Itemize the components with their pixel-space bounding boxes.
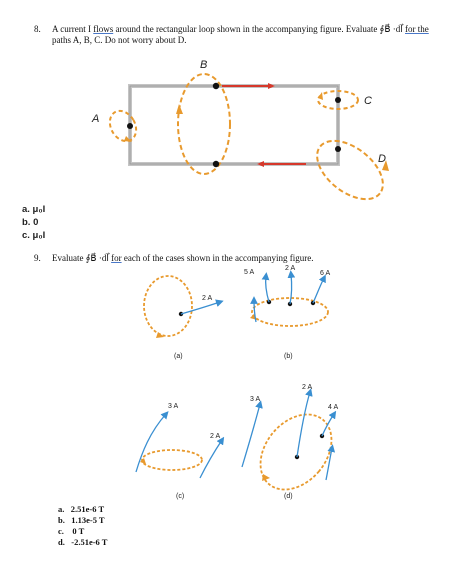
choice-letter: c. — [58, 526, 64, 536]
current-d1: 2 A — [302, 384, 313, 391]
wire-c1 — [136, 414, 166, 472]
wire-b3 — [313, 278, 324, 303]
wire-d3 — [242, 404, 260, 467]
q8-for-the: for the — [405, 24, 429, 34]
q8-flows: flows — [93, 24, 114, 34]
q8-answer-b: b. 0 — [22, 217, 39, 228]
rectangular-loop — [130, 86, 338, 164]
q9-choice-c[interactable] — [58, 526, 84, 537]
q9-choice-a[interactable] — [58, 504, 104, 515]
path-a — [105, 106, 142, 146]
q8-text-b: around the rectangular loop shown in the accompanying figure. Evaluate ∮B⃗ ·dl⃗ — [113, 24, 406, 34]
figure-a — [144, 276, 220, 360]
label-c: C — [364, 95, 372, 107]
figure-b — [244, 265, 330, 360]
q9-figures — [120, 262, 350, 502]
choice-letter: b. — [58, 515, 65, 525]
choice-value: 1.13e-5 T — [71, 515, 105, 525]
figure-d — [242, 384, 346, 502]
current-d3: 4 A — [328, 404, 339, 411]
current-b2: 2 A — [285, 265, 296, 272]
wire-b2 — [290, 274, 292, 304]
q9-choice-d[interactable] — [58, 537, 107, 548]
label-a: A — [92, 113, 100, 125]
q9-for: for — [111, 253, 122, 263]
q8-text-a: A current I — [52, 24, 94, 34]
wire-a — [181, 302, 220, 314]
choice-value: 0 T — [72, 526, 85, 536]
caption-d: (d) — [284, 493, 293, 500]
label-b: B — [200, 59, 208, 71]
path-c-loop — [142, 450, 202, 470]
caption-c: (c) — [176, 493, 185, 500]
current-a: 2 A — [202, 295, 213, 302]
q8-answer-a: a. μ₀I — [22, 204, 46, 215]
figure-c — [136, 403, 222, 500]
wire-d2 — [322, 414, 334, 436]
q8-answer-c: c. μ₀I — [22, 230, 46, 241]
current-c2: 2 A — [210, 433, 221, 440]
q9-choice-b[interactable] — [58, 515, 105, 526]
wire-d1 — [297, 392, 310, 457]
current-d2: 3 A — [250, 396, 261, 403]
current-b1: 5 A — [244, 269, 255, 276]
wire-c2 — [200, 440, 222, 478]
q9-text-b: each of the cases shown in the accompanying figure. — [121, 253, 314, 263]
choice-value: 2.51e-6 T — [70, 504, 105, 514]
q8-loop-figure — [80, 52, 400, 202]
choice-letter: d. — [58, 537, 65, 547]
current-c1: 3 A — [168, 403, 179, 410]
caption-b: (b) — [284, 353, 293, 360]
q9-text-a: Evaluate ∮B⃗ ·dl⃗ — [52, 253, 112, 263]
q8-prompt-line1 — [52, 24, 462, 35]
q9-number: 9. — [34, 253, 41, 263]
wire-b1 — [266, 276, 269, 302]
q8-number: 8. — [34, 24, 41, 34]
q8-prompt-line2: paths A, B, C. Do not worry about D. — [52, 35, 187, 45]
choice-letter: a. — [58, 504, 65, 514]
path-b — [178, 74, 230, 174]
current-b3: 6 A — [320, 270, 331, 277]
label-d: D — [378, 153, 386, 165]
caption-a: (a) — [174, 353, 183, 360]
choice-value: -2.51e-6 T — [71, 537, 108, 547]
path-d — [307, 129, 394, 202]
path-a-loop — [144, 276, 192, 336]
